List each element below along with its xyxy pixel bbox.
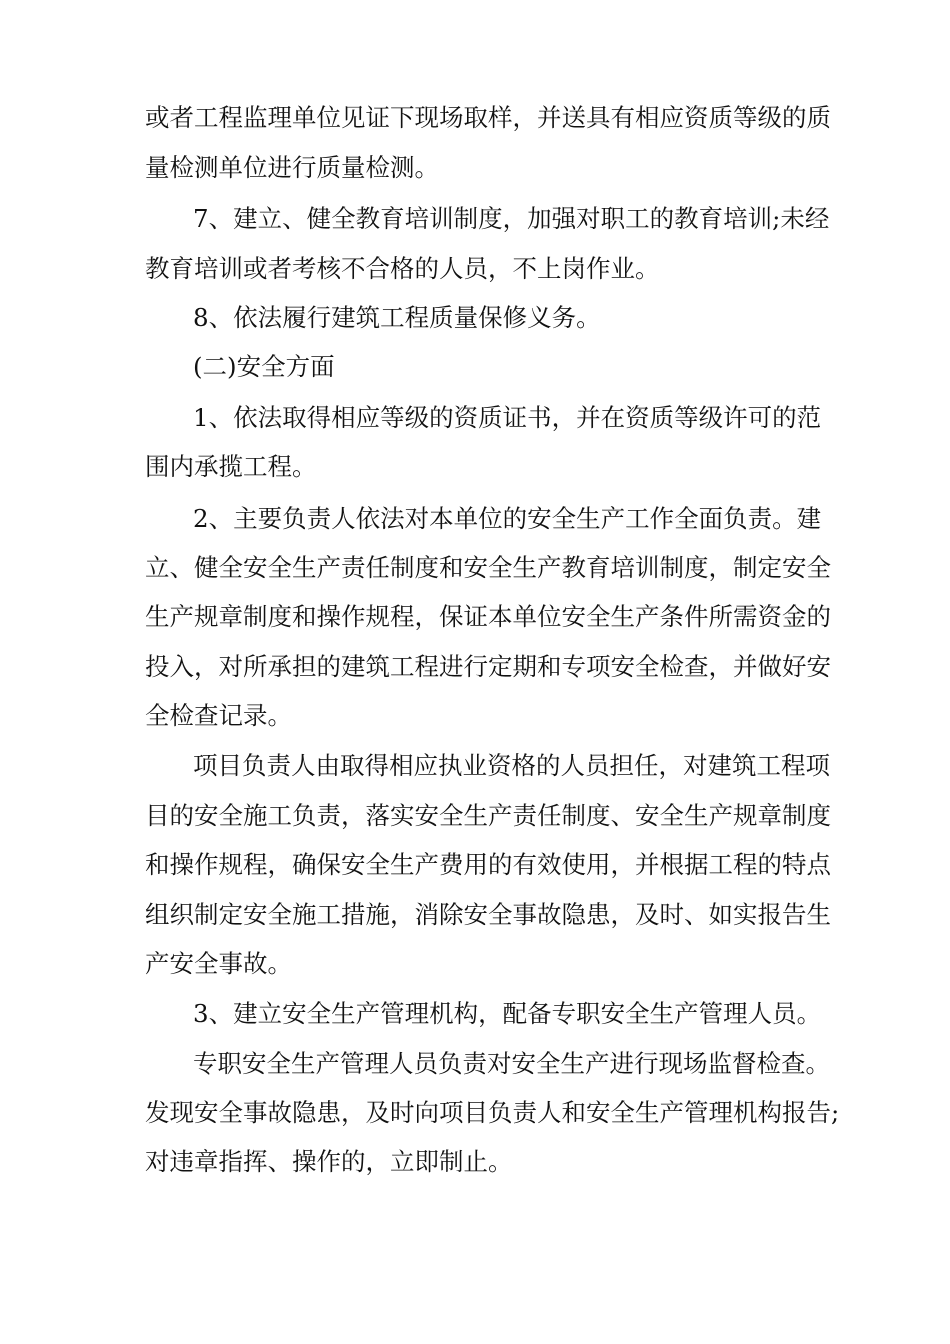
text-line: 生产规章制度和操作规程，保证本单位安全生产条件所需资金的 bbox=[145, 602, 831, 631]
text-line: 7、建立、健全教育培训制度，加强对职工的教育培训;未经 bbox=[193, 204, 830, 233]
text-line: 对违章指挥、操作的，立即制止。 bbox=[145, 1147, 513, 1176]
text-line: 围内承揽工程。 bbox=[145, 452, 317, 481]
text-line: 组织制定安全施工措施，消除安全事故隐患，及时、如实报告生 bbox=[145, 900, 831, 929]
text-line: 1、依法取得相应等级的资质证书，并在资质等级许可的范 bbox=[193, 403, 822, 432]
text-line: 产安全事故。 bbox=[145, 949, 292, 978]
section-heading: (二)安全方面 bbox=[193, 352, 335, 381]
text-line: 量检测单位进行质量检测。 bbox=[145, 153, 439, 182]
text-line: 3、建立安全生产管理机构，配备专职安全生产管理人员。 bbox=[193, 999, 822, 1028]
text-line: 教育培训或者考核不合格的人员，不上岗作业。 bbox=[145, 254, 660, 283]
text-line: 立、健全安全生产责任制度和安全生产教育培训制度，制定安全 bbox=[145, 553, 831, 582]
text-line: 目的安全施工负责，落实安全生产责任制度、安全生产规章制度 bbox=[145, 801, 831, 830]
text-line: 或者工程监理单位见证下现场取样，并送具有相应资质等级的质 bbox=[145, 103, 831, 132]
text-line: 投入，对所承担的建筑工程进行定期和专项安全检查，并做好安 bbox=[145, 652, 831, 681]
text-line: 专职安全生产管理人员负责对安全生产进行现场监督检查。 bbox=[193, 1049, 830, 1078]
text-line: 和操作规程，确保安全生产费用的有效使用，并根据工程的特点 bbox=[145, 850, 831, 879]
text-line: 发现安全事故隐患，及时向项目负责人和安全生产管理机构报告; bbox=[145, 1098, 840, 1127]
text-line: 8、依法履行建筑工程质量保修义务。 bbox=[193, 303, 601, 332]
text-line: 全检查记录。 bbox=[145, 701, 292, 730]
text-line: 2、主要负责人依法对本单位的安全生产工作全面负责。建 bbox=[193, 504, 822, 533]
text-line: 项目负责人由取得相应执业资格的人员担任，对建筑工程项 bbox=[193, 751, 830, 780]
